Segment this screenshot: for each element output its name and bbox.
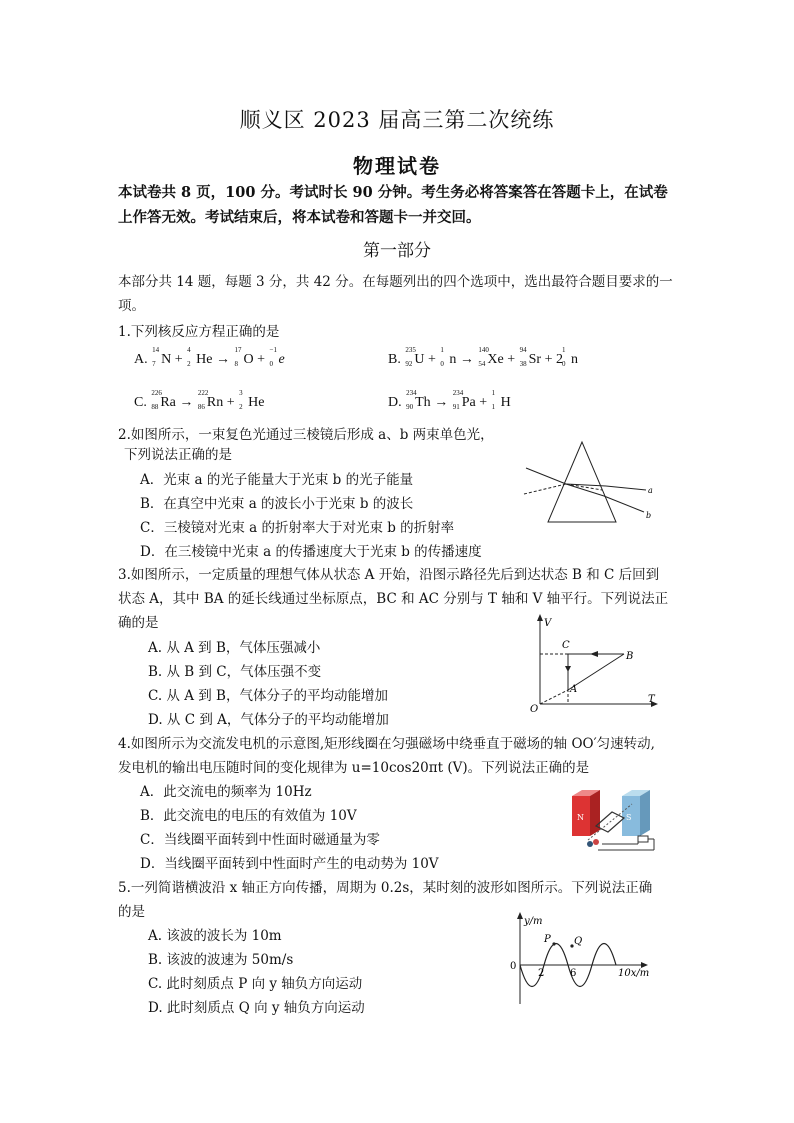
q1-c-label: C. (134, 395, 147, 410)
q5-option-c: C. 此时刻质点 P 向 y 轴负方向运动 (148, 976, 363, 992)
q3-stem-3: 确的是 (118, 615, 159, 631)
q4-stem-1: 4.如图所示为交流发电机的示意图,矩形线圈在匀强磁场中绕垂直于磁场的轴 OO′匀速转动, (118, 736, 655, 752)
vt-axis-t: T (648, 694, 655, 705)
q1-option-d: D. 234 90 Th → 234 91 Pa + 1 1 H (388, 389, 511, 411)
prism-label-a: a (648, 486, 653, 495)
wave-origin: 0 (510, 961, 517, 972)
q3-stem-1: 3.如图所示，一定质量的理想气体从状态 A 开始，沿图示路径先后到达状态 B 和 C 后回到 (118, 567, 660, 583)
q4-option-c: C．当线圈平面转到中性面时磁通量为零 (140, 832, 380, 848)
wave-graph (508, 908, 658, 1008)
vt-point-a: A (570, 684, 578, 695)
wave-tick-6: 6 (570, 968, 577, 979)
prism-label-b: b (646, 511, 652, 520)
wave-axis-x: 10x/m (618, 968, 650, 979)
q3-option-b: B. 从 B 到 C，气体压强不变 (148, 664, 322, 680)
part-intro: 本部分共 14 题，每题 3 分，共 42 分。在每题列出的四个选项中，选出最符合题目要求的一项。 (118, 274, 673, 314)
q3-option-a: A. 从 A 到 B，气体压强减小 (148, 640, 321, 656)
q2-option-c: C．三棱镜对光束 a 的折射率大于对光束 b 的折射率 (140, 520, 455, 536)
q1-option-b: B. 235 92 U + 1 0 n → 140 54 Xe + 94 38 Sr + 2 1 0 n (388, 346, 578, 368)
wave-tick-2: 2 (538, 968, 545, 979)
prism-diagram (520, 438, 670, 528)
q4-option-b: B．此交流电的电压的有效值为 10V (140, 808, 357, 824)
q5-option-a: A. 该波的波长为 10m (148, 928, 282, 944)
part-title: 第一部分 (363, 241, 431, 261)
q2-option-b: B．在真空中光束 a 的波长小于光束 b 的波长 (140, 496, 414, 512)
wave-axis-y: y/m (524, 916, 543, 927)
q1-d-label: D. (388, 395, 402, 410)
vt-point-b: B (626, 651, 634, 662)
subject-title: 物理试卷 (353, 154, 441, 178)
q4-option-a: A．此交流电的频率为 10Hz (140, 784, 312, 800)
wave-point-q: Q (574, 936, 583, 947)
q1-option-c: C. 226 88 Ra → 222 86 Rn + 3 2 He (134, 389, 265, 411)
wave-point-p: P (544, 934, 551, 945)
q5-stem-2: 的是 (118, 904, 145, 920)
q1-b-label: B. (388, 352, 401, 367)
exam-title: 顺义区 2023 届高三第二次统练 (239, 108, 555, 132)
vt-graph (528, 612, 668, 712)
q2-option-a: A．光束 a 的光子能量大于光束 b 的光子能量 (140, 472, 414, 488)
q4-option-d: D．当线圈平面转到中性面时产生的电动势为 10V (140, 856, 439, 872)
q2-stem-1: 2.如图所示，一束复色光通过三棱镜后形成 a、b 两束单色光， (118, 427, 494, 443)
q1-stem: 1.下列核反应方程正确的是 (118, 324, 280, 340)
q1-a-label: A. (134, 352, 148, 367)
q3-option-c: C. 从 A 到 B，气体分子的平均动能增加 (148, 688, 388, 704)
q2-stem-2: 下列说法正确的是 (124, 447, 232, 463)
vt-point-c: C (562, 640, 570, 651)
q3-option-d: D. 从 C 到 A，气体分子的平均动能增加 (148, 712, 389, 728)
vt-axis-v: V (544, 618, 552, 629)
q2-option-d: D．在三棱镜中光束 a 的传播速度大于光束 b 的传播速度 (140, 544, 482, 560)
generator-diagram (568, 786, 660, 860)
q4-stem-2: 发电机的输出电压随时间的变化规律为 u=10cos20πt (V)。下列说法正确的是 (118, 760, 590, 776)
magnet-n-label: N (577, 813, 584, 822)
magnet-s-label: S (626, 813, 632, 822)
q5-option-b: B. 该波的波速为 50m/s (148, 952, 294, 968)
exam-intro: 本试卷共 8 页，100 分。考试时长 90 分钟。考生务必将答案答在答题卡上，在试卷上作答无效。考试结束后，将本试卷和答题卡一并交回。 (118, 184, 668, 226)
q1-option-a: A. 14 7 N + 4 2 He → 17 8 O + −1 0 e (134, 346, 285, 368)
vt-origin: O (530, 704, 539, 712)
q5-stem-1: 5.一列简谐横波沿 x 轴正方向传播，周期为 0.2s，某时刻的波形如图所示。下列说法正确 (118, 880, 653, 896)
q3-stem-2: 状态 A，其中 BA 的延长线通过坐标原点，BC 和 AC 分别与 T 轴和 V 轴平行。下列说法正 (118, 591, 669, 607)
q5-option-d: D. 此时刻质点 Q 向 y 轴负方向运动 (148, 1000, 365, 1016)
